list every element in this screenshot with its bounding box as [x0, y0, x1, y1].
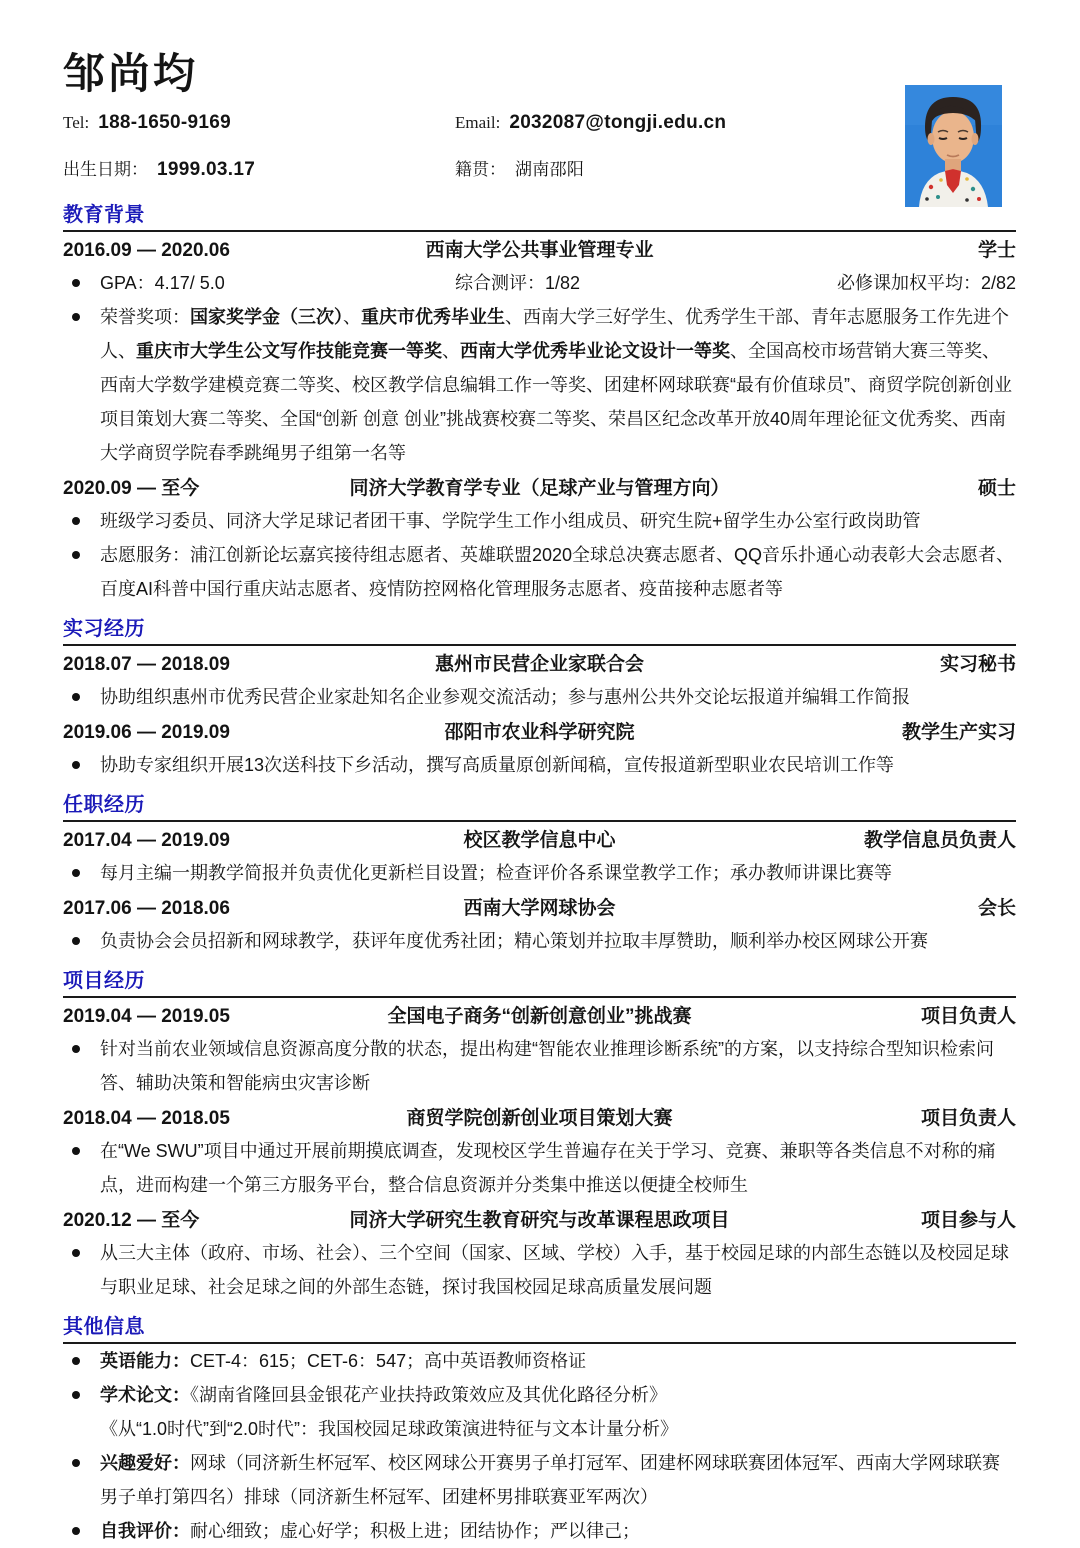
education-bullet — [63, 504, 1016, 538]
contact-email — [455, 112, 893, 149]
project-entry-3 — [63, 1206, 1016, 1236]
bullet-text: 在“We SWU”项目中通过开展前期摸底调查，发现校区学生普遍存在关于学习、竞赛、兼职等各类信息不对称的痛点，进而构建一个第三方服务平台，整合信息资源并分类集中推送以便捷全校师生 — [100, 1141, 996, 1196]
internship-entry-2 — [63, 718, 1016, 748]
entry-date: 2017.04 — 2019.09 — [63, 830, 230, 852]
id-photo — [905, 85, 1002, 207]
bullet-icon — [72, 1391, 80, 1399]
honors-bold-award: 西南大学优秀毕业论文设计一等奖 — [460, 341, 730, 362]
bullet-icon — [72, 869, 80, 877]
internship-entry-1 — [63, 650, 1016, 680]
english-ability-item — [63, 1344, 1016, 1378]
self-evaluation-item — [63, 1514, 1016, 1548]
bullet-text: 从三大主体（政府、市场、社会）、三个空间（国家、区域、学校）入手，基于校园足球的内部生态链以及校园足球与职业足球、社会足球之间的外部生态链，探讨我国校园足球高质量发展问题 — [100, 1243, 1009, 1298]
bullet-text: 班级学习委员、同济大学足球记者团干事、学院学生工作小组成员、研究生院+留学生办公室行政岗助管 — [100, 511, 921, 532]
section-other-info — [63, 1315, 1016, 1548]
evaluation-rank: 综合测评：1/82 — [455, 273, 581, 294]
bullet-icon — [72, 517, 80, 525]
english-ability-value: CET-4：615；CET-6：547；高中英语教师资格证 — [190, 1351, 587, 1372]
bullet-text: 协助专家组织开展13次送科技下乡活动，撰写高质量原创新闻稿，宣传报道新型职业农民培训工作等 — [100, 755, 895, 776]
entry-role: 项目参与人 — [920, 1210, 1016, 1232]
bullet-icon — [72, 1147, 80, 1155]
honors-separator: 、 — [442, 341, 460, 362]
entry-organization: 校区教学信息中心 — [463, 830, 616, 852]
entry-role: 项目负责人 — [920, 1108, 1016, 1130]
honors-text — [100, 307, 1012, 463]
section-projects — [63, 969, 1016, 1304]
hobbies-label: 兴趣爱好： — [100, 1453, 190, 1474]
entry-organization: 同济大学研究生教育研究与改革课程思政项目 — [349, 1210, 730, 1232]
gpa-row — [63, 266, 1016, 300]
entry-role: 教学信息员负责人 — [863, 830, 1016, 852]
honors-item — [63, 300, 1016, 470]
email-label: Email: — [455, 113, 501, 133]
origin-value: 湖南邵阳 — [515, 160, 585, 180]
entry-organization: 西南大学公共事业管理专业 — [425, 240, 654, 262]
entry-degree: 学士 — [977, 240, 1016, 262]
entry-date: 2019.06 — 2019.09 — [63, 722, 230, 744]
bullet-icon — [72, 551, 80, 559]
email-value: 2032087@tongji.edu.cn — [509, 112, 727, 134]
entry-date: 2020.12 — 至今 — [63, 1210, 200, 1232]
tel-value: 188-1650-9169 — [98, 112, 231, 134]
bullet-text: 负责协会会员招新和网球教学，获评年度优秀社团；精心策划并拉取丰厚赞助，顺利举办校区网球公开赛 — [100, 931, 928, 952]
bullet-text — [100, 1453, 1000, 1507]
entry-role: 教学生产实习 — [901, 722, 1016, 744]
bullet-text: 每月主编一期教学简报并负责优化更新栏目设置；检查评价各系课堂教学工作；承办教师讲课比赛等 — [100, 863, 892, 884]
entry-organization: 邵阳市农业科学研究院 — [444, 722, 635, 744]
entry-organization: 西南大学网球协会 — [463, 898, 616, 920]
honors-bold-award: 国家奖学金（三次） — [190, 307, 343, 328]
entry-organization: 惠州市民营企业家联合会 — [434, 654, 644, 676]
project-bullet — [63, 1032, 1016, 1100]
entry-role: 实习秘书 — [939, 654, 1016, 676]
project-bullet — [63, 1236, 1016, 1304]
birthdate-value: 1999.03.17 — [157, 159, 256, 181]
section-title-projects: 项目经历 — [63, 969, 1016, 998]
bullet-icon — [72, 279, 80, 287]
bullet-icon — [72, 313, 80, 321]
section-title-other-info: 其他信息 — [63, 1315, 1016, 1344]
bullet-icon — [72, 693, 80, 701]
bullet-text — [100, 1521, 640, 1541]
entry-role: 会长 — [977, 898, 1016, 920]
page-title: 邹尚均 — [63, 50, 199, 97]
bullet-icon — [72, 1357, 80, 1365]
origin-label: 籍贯： — [455, 160, 506, 180]
bullet-icon — [72, 1249, 80, 1257]
entry-date: 2019.04 — 2019.05 — [63, 1006, 230, 1028]
entry-date: 2017.06 — 2018.06 — [63, 898, 230, 920]
contact-origin — [455, 155, 893, 192]
section-title-education: 教育背景 — [63, 203, 1016, 232]
position-entry-2 — [63, 894, 1016, 924]
paper-title-1: 《湖南省隆回县金银花产业扶持政策效应及其优化路径分析》 — [190, 1385, 667, 1406]
tel-label: Tel: — [63, 113, 90, 133]
position-entry-1 — [63, 826, 1016, 856]
project-entry-2 — [63, 1104, 1016, 1134]
entry-date: 2016.09 — 2020.06 — [63, 240, 230, 262]
contact-tel — [63, 112, 455, 149]
section-title-internship: 实习经历 — [63, 617, 1016, 646]
position-bullet — [63, 924, 1016, 958]
entry-organization: 商贸学院创新创业项目策划大赛 — [406, 1108, 673, 1130]
self-evaluation-value: 耐心细致；虚心好学；积极上进；团结协作；严以律己； — [190, 1521, 640, 1542]
entry-role: 项目负责人 — [920, 1006, 1016, 1028]
bullet-icon — [72, 1527, 80, 1535]
hobbies-value: 网球（同济新生杯冠军、校区网球公开赛男子单打冠军、团建杯网球联赛团体冠军、西南大学网球联赛男子单打第四名）排球（同济新生杯冠军、团建杯男排联赛亚军两次） — [100, 1453, 1000, 1508]
position-bullet — [63, 856, 1016, 890]
honors-bold-award: 重庆市大学生公文写作技能竞赛一等奖 — [136, 341, 442, 362]
internship-bullet — [63, 680, 1016, 714]
honors-separator: 、 — [343, 307, 361, 328]
entry-date: 2018.04 — 2018.05 — [63, 1108, 230, 1130]
birthdate-label: 出生日期： — [63, 160, 148, 180]
project-bullet — [63, 1134, 1016, 1202]
bullet-icon — [72, 1459, 80, 1467]
section-internship — [63, 617, 1016, 782]
bullet-text — [100, 1385, 667, 1405]
bullet-text: 针对当前农业领域信息资源高度分散的状态，提出构建“智能农业推理诊断系统”的方案，以支持综合型知识检索问答、辅助决策和智能病虫灾害诊断 — [100, 1039, 994, 1094]
hobbies-item — [63, 1446, 1016, 1514]
project-entry-1 — [63, 1002, 1016, 1032]
section-title-positions: 任职经历 — [63, 793, 1016, 822]
internship-bullet — [63, 748, 1016, 782]
bullet-icon — [72, 937, 80, 945]
entry-degree: 硕士 — [977, 478, 1016, 500]
academic-papers-label: 学术论文： — [100, 1385, 190, 1406]
bullet-icon — [72, 761, 80, 769]
bullet-text: 协助组织惠州市优秀民营企业家赴知名企业参观交流活动；参与惠州公共外交论坛报道并编辑工作简报 — [100, 687, 910, 708]
honors-label: 荣誉奖项： — [100, 307, 190, 328]
entry-date: 2020.09 — 至今 — [63, 478, 200, 500]
weighted-average-rank: 必修课加权平均：2/82 — [836, 273, 1016, 294]
bullet-text — [100, 1351, 586, 1371]
entry-organization: 同济大学教育学专业（足球产业与管理方向） — [349, 478, 730, 500]
gpa-value: GPA：4.17/ 5.0 — [100, 273, 225, 294]
bullet-icon — [72, 1045, 80, 1053]
education-entry-1 — [63, 236, 1016, 266]
contact-info — [63, 112, 893, 192]
section-education — [63, 203, 1016, 606]
bullet-text: 志愿服务：浦江创新论坛嘉宾接待组志愿者、英雄联盟2020全球总决赛志愿者、QQ音乐扑通心动表彰大会志愿者、百度AI科普中国行重庆站志愿者、疫情防控网格化管理服务志愿者、疫苗接种志愿者等 — [100, 545, 1015, 600]
section-positions — [63, 793, 1016, 958]
entry-date: 2018.07 — 2018.09 — [63, 654, 230, 676]
english-ability-label: 英语能力： — [100, 1351, 190, 1372]
education-entry-2 — [63, 474, 1016, 504]
paper-title-2: 《从“1.0时代”到“2.0时代”：我国校园足球政策演进特征与文本计量分析》 — [100, 1419, 679, 1440]
honors-awards: 、西南大学三好学生、优秀学生干部、青年志愿服务工作先进个人、 — [100, 307, 1009, 362]
honors-bold-award: 重庆市优秀毕业生 — [361, 307, 505, 328]
entry-organization: 全国电子商务“创新创意创业”挑战赛 — [387, 1006, 692, 1028]
education-bullet — [63, 538, 1016, 606]
academic-papers-item — [63, 1378, 1016, 1412]
self-evaluation-label: 自我评价： — [100, 1521, 190, 1542]
contact-birthdate — [63, 155, 455, 192]
honors-awards: 、全国高校市场营销大赛三等奖、西南大学数学建模竞赛二等奖、校区教学信息编辑工作一等奖、团建杯网球联赛“最有价值球员”、商贸学院创新创业项目策划大赛二等奖、全国“创新 创意 创业”挑战赛校赛二等奖、荣昌区纪念改革开放40周年理论征文优秀奖、西南大学商贸学院春季跳绳男子组第一名等 — [100, 341, 1012, 464]
